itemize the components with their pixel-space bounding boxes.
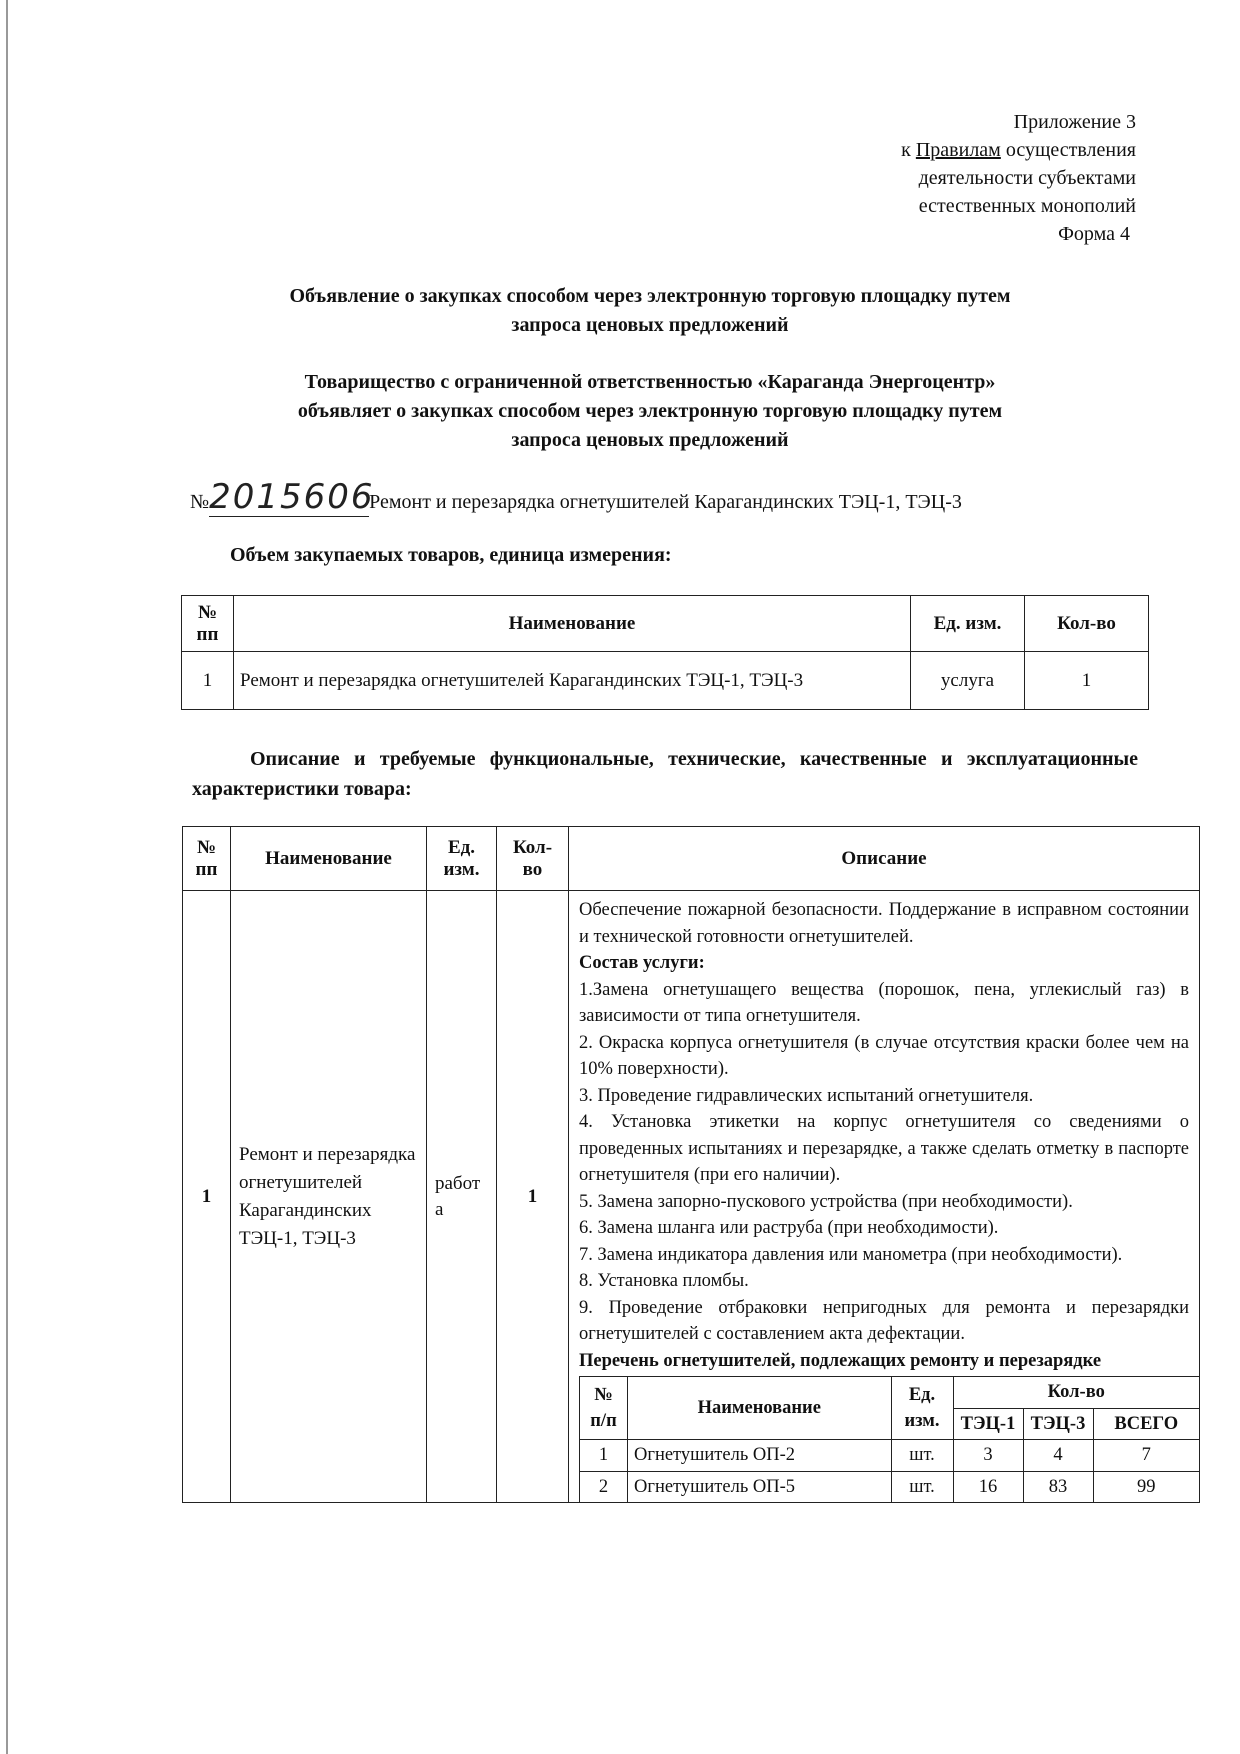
list-item: 4. Установка этикетки на корпус огнетушителя со сведениями о проведенных испытаниях и перезарядке, а также сделать отметку в паспорте огнетушителя (при его наличии).	[579, 1112, 1189, 1185]
cell-num: 1	[183, 891, 231, 1503]
table-row	[580, 1440, 1200, 1472]
table-row	[182, 652, 1149, 710]
inner-cell-name: Огнетушитель ОП-5	[628, 1471, 892, 1502]
handwritten-number: 2015606	[209, 477, 375, 517]
description-table	[182, 826, 1200, 1503]
list-item: 9. Проведение отбраковки непригодных для ремонта и перезарядки огнетушителей с составлением акта дефектации.	[579, 1297, 1189, 1344]
cell-description	[569, 891, 1200, 1503]
table-row	[183, 891, 1200, 1503]
inner-header-unit: Ед. изм.	[891, 1377, 953, 1440]
inner-cell-tec1: 16	[953, 1471, 1023, 1502]
cell-unit: работа	[427, 891, 497, 1503]
cell-num: 1	[182, 652, 234, 710]
cell-name: Ремонт и перезарядка огнетушителей Карагандинских ТЭЦ-1, ТЭЦ-3	[231, 891, 427, 1503]
appendix-line-2: к Правилам осуществления	[901, 139, 1136, 161]
list-item: 5. Замена запорно-пускового устройства (при необходимости).	[579, 1191, 1073, 1212]
scan-edge-line	[6, 0, 8, 1754]
cell-name: Ремонт и перезарядка огнетушителей Карагандинских ТЭЦ-1, ТЭЦ-3	[234, 652, 911, 710]
list-item: 8. Установка пломбы.	[579, 1271, 749, 1291]
header-unit: Ед. изм.	[427, 827, 497, 891]
header-unit: Ед. изм.	[911, 596, 1025, 652]
list-item: 6. Замена шланга или раструба (при необходимости).	[579, 1218, 999, 1238]
list-item: 1.Замена огнетушащего вещества (порошок, пена, углекислый газ) в зависимости от типа огнетушителя.	[579, 979, 1189, 1026]
inner-cell-tec1: 3	[953, 1440, 1023, 1472]
table-header-row	[182, 596, 1149, 652]
cell-unit: услуга	[911, 652, 1025, 710]
inner-cell-unit: шт.	[891, 1471, 953, 1502]
inner-cell-total: 99	[1093, 1471, 1199, 1502]
appendix-line-4: естественных монополий	[918, 195, 1136, 217]
inner-cell-name: Огнетушитель ОП-2	[628, 1440, 892, 1472]
header-description: Описание	[569, 827, 1200, 891]
inner-cell-num: 1	[580, 1440, 628, 1472]
announcement-title: Объявление о закупках способом через электронную торговую площадку путем запроса ценовых предложений	[289, 285, 1011, 336]
inner-header-tec3: ТЭЦ-3	[1023, 1408, 1093, 1440]
header-num: № пп	[183, 827, 231, 891]
rules-link: Правилам	[915, 139, 1001, 161]
table-row	[580, 1471, 1200, 1502]
description-intro: Обеспечение пожарной безопасности. Поддержание в исправном состоянии и технической готовности огнетушителей.	[579, 900, 1189, 947]
number-sign: №	[190, 491, 210, 513]
inner-cell-tec3: 4	[1023, 1440, 1093, 1472]
inner-cell-total: 7	[1093, 1440, 1199, 1472]
procurement-number-line	[190, 478, 962, 517]
inner-header-qty: Кол-во	[953, 1377, 1199, 1409]
header-name: Наименование	[231, 827, 427, 891]
extinguisher-list-title: Перечень огнетушителей, подлежащих ремонту и перезарядке	[579, 1350, 1102, 1371]
volume-table	[181, 595, 1149, 710]
inner-header-total: ВСЕГО	[1093, 1408, 1199, 1440]
table-header-row	[183, 827, 1200, 891]
inner-header-tec1: ТЭЦ-1	[953, 1408, 1023, 1440]
company-announcement: Товарищество с ограниченной ответственностью «Караганда Энергоцентр» объявляет о закупках способом через электронную торговую площадку путем запроса ценовых предложений	[297, 371, 1003, 451]
inner-header-num: № п/п	[580, 1377, 628, 1440]
header-name: Наименование	[234, 596, 911, 652]
cell-qty: 1	[497, 891, 569, 1503]
header-num: № пп	[182, 596, 234, 652]
list-item: 3. Проведение гидравлических испытаний огнетушителя.	[579, 1085, 1034, 1106]
header-qty: Кол-во	[497, 827, 569, 891]
appendix-header	[901, 108, 1136, 248]
list-item: 7. Замена индикатора давления или манометра (при необходимости).	[579, 1244, 1123, 1265]
appendix-form-number: Форма 4	[1058, 223, 1130, 245]
composition-title: Состав услуги:	[579, 953, 705, 973]
section-description-title: Описание и требуемые функциональные, технические, качественные и эксплуатационные характеристики товара:	[192, 748, 1138, 800]
procurement-subject: Ремонт и перезарядка огнетушителей Карагандинских ТЭЦ-1, ТЭЦ-3	[369, 491, 962, 513]
inner-cell-unit: шт.	[891, 1440, 953, 1472]
extinguisher-table	[579, 1376, 1199, 1502]
appendix-line-3: деятельности субъектами	[918, 167, 1136, 189]
section-volume-title: Объем закупаемых товаров, единица измерения:	[230, 544, 672, 566]
inner-cell-num: 2	[580, 1471, 628, 1502]
cell-qty: 1	[1025, 652, 1149, 710]
header-qty: Кол-во	[1025, 596, 1149, 652]
list-item: 2. Окраска корпуса огнетушителя (в случае отсутствия краски более чем на 10% поверхности).	[579, 1032, 1189, 1079]
appendix-line-1: Приложение 3	[1013, 111, 1136, 133]
inner-cell-tec3: 83	[1023, 1471, 1093, 1502]
inner-header-name: Наименование	[628, 1377, 892, 1440]
inner-header-row	[580, 1377, 1200, 1409]
